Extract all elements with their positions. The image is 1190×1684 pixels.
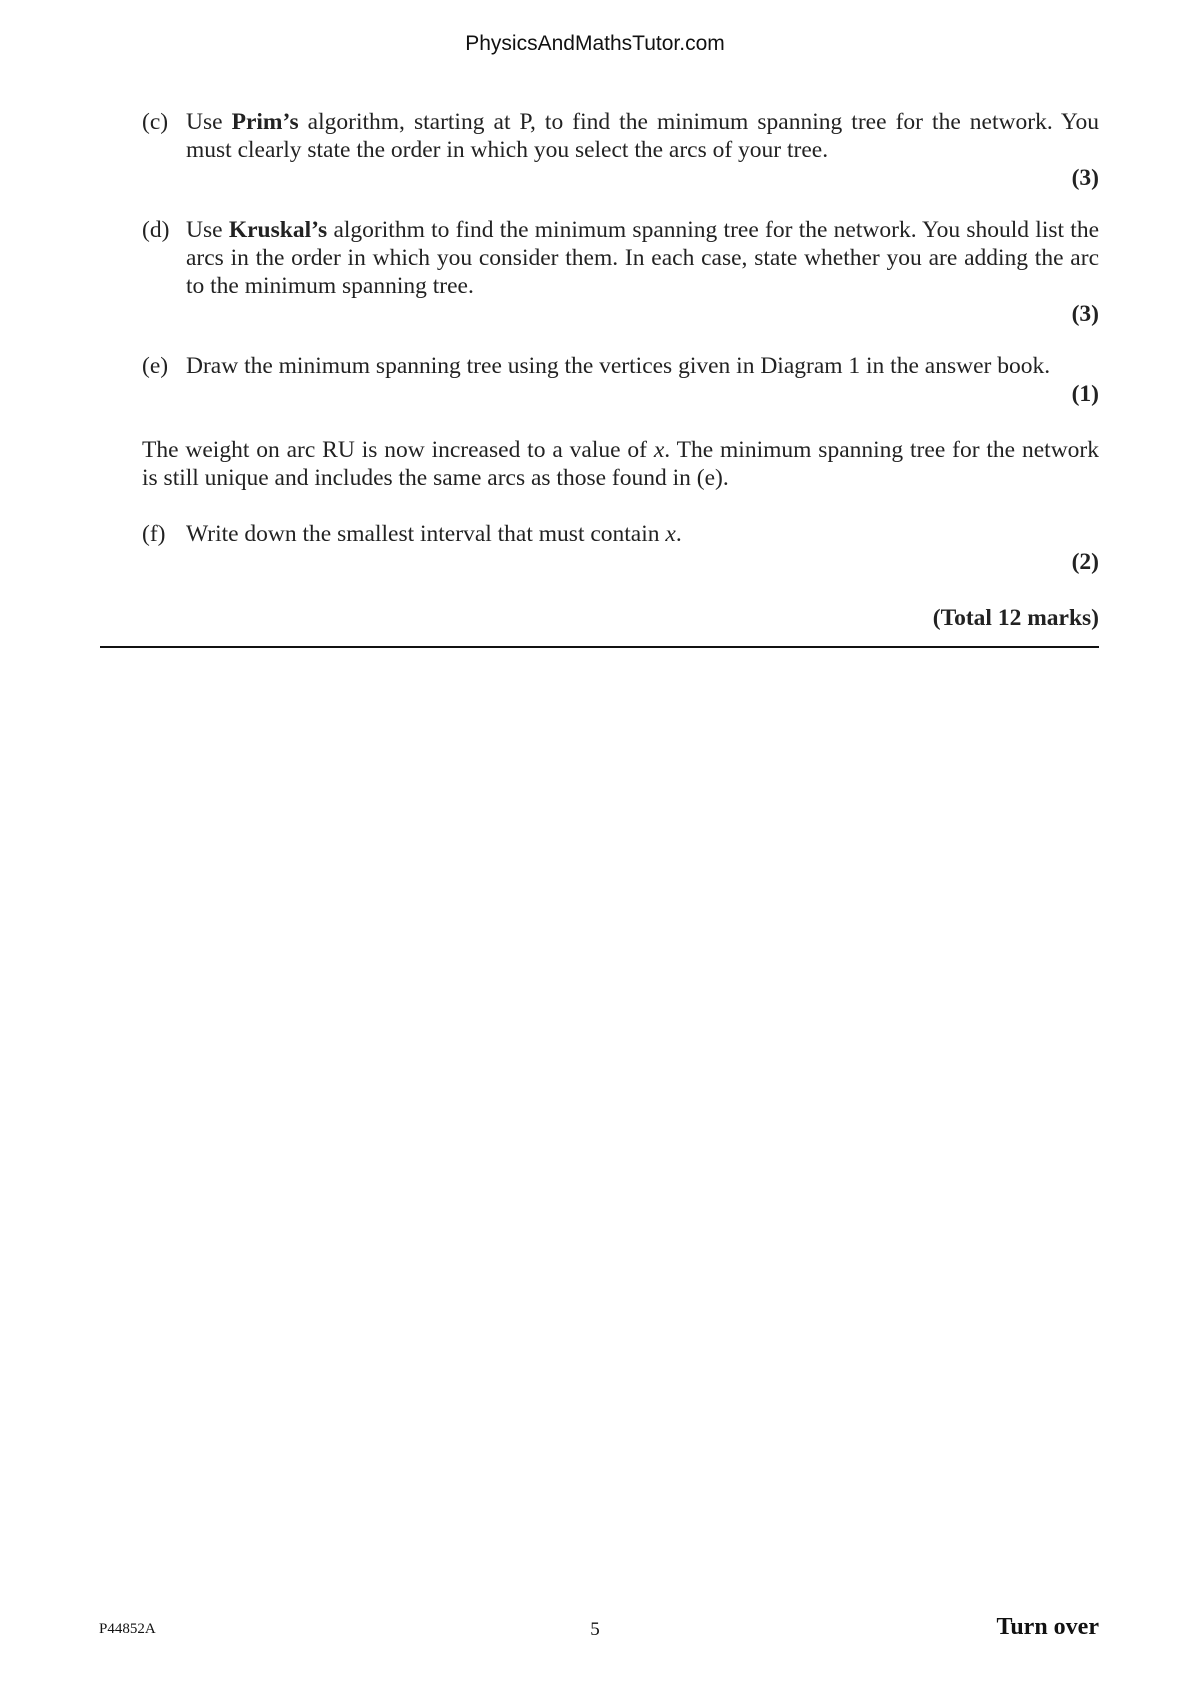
question-e-marks: (1) xyxy=(1071,381,1099,407)
question-f-text-post: . xyxy=(675,521,682,547)
question-f-variable-x: x xyxy=(665,521,676,547)
question-c-marks: (3) xyxy=(1071,165,1099,191)
question-content xyxy=(142,108,1099,632)
question-d-text xyxy=(186,216,1099,300)
question-c-label: (c) xyxy=(142,109,169,135)
question-f xyxy=(142,520,1099,548)
page-number: 5 xyxy=(590,1619,600,1640)
question-e xyxy=(142,352,1099,380)
question-d-label: (d) xyxy=(142,217,170,243)
info-paragraph xyxy=(142,436,1099,492)
info-text-pre: The weight on arc RU is now increased to a value of xyxy=(142,437,654,463)
question-f-marks: (2) xyxy=(1071,549,1099,575)
info-variable-x: x xyxy=(653,437,665,463)
question-d xyxy=(142,216,1099,300)
kruskals-algorithm-term: Kruskal’s xyxy=(228,217,328,243)
site-header: PhysicsAndMathsTutor.com xyxy=(465,32,725,55)
question-d-marks: (3) xyxy=(1071,301,1099,327)
question-f-text-pre: Write down the smallest interval that must contain xyxy=(186,521,666,547)
question-c-text-pre: Use xyxy=(186,109,232,135)
total-marks: (Total 12 marks) xyxy=(932,605,1099,631)
prims-algorithm-term: Prim’s xyxy=(231,109,299,135)
paper-code: P44852A xyxy=(99,1621,156,1637)
question-e-text: Draw the minimum spanning tree using the vertices given in Diagram 1 in the answer book. xyxy=(186,353,1051,379)
question-f-text xyxy=(186,520,1099,548)
question-d-text-post: algorithm to find the minimum spanning tree for the network. You should list the arcs in the order in which you consider them. In each case, state whether you are adding the arc to the minimum spanning tree. xyxy=(186,217,1100,299)
info-text-post: . The minimum spanning tree for the network is still unique and includes the same arcs as those found in (e). xyxy=(142,437,1099,491)
question-e-label: (e) xyxy=(142,353,169,379)
question-f-label: (f) xyxy=(142,521,166,547)
question-d-text-pre: Use xyxy=(186,217,229,243)
turn-over-label: Turn over xyxy=(996,1614,1099,1640)
question-c-text xyxy=(186,108,1099,164)
question-c xyxy=(142,108,1099,164)
end-of-question-rule xyxy=(100,646,1099,648)
question-c-text-post: algorithm, starting at P, to find the minimum spanning tree for the network. You must clearly state the order in which you select the arcs of your tree. xyxy=(186,109,1099,163)
